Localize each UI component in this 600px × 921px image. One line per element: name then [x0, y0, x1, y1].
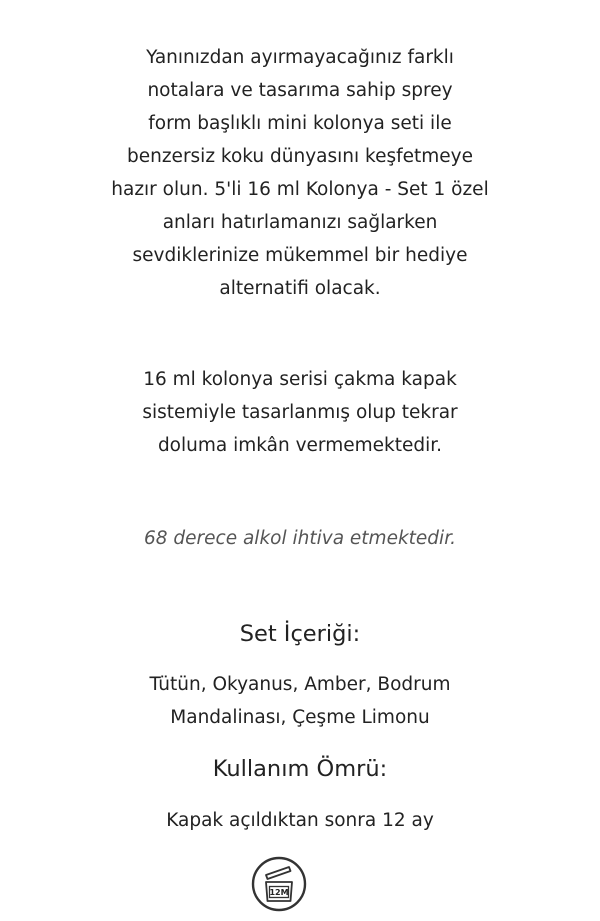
description-line: form başlıklı mini kolonya seti ile: [148, 113, 452, 134]
shelf-life-text-block: [0, 804, 600, 837]
alcohol-note-text: 68 derece alkol ihtiva etmektedir.: [144, 528, 456, 549]
set-contents-line: Mandalinası, Çeşme Limonu: [170, 707, 430, 728]
set-contents-list: [0, 668, 600, 734]
alcohol-note: [0, 522, 600, 555]
description-line: hazır olun. 5'li 16 ml Kolonya - Set 1 özel: [111, 179, 489, 200]
description-line: sevdiklerinize mükemmel bir hediye: [132, 245, 468, 266]
pao-label: 12M: [269, 888, 289, 898]
description-paragraph: [0, 41, 600, 305]
set-contents-line: Tütün, Okyanus, Amber, Bodrum: [149, 674, 451, 695]
set-contents-title: Set İçeriği:: [239, 621, 361, 647]
refill-note-line: doluma imkân vermemektedir.: [157, 435, 443, 456]
shelf-life-text: Kapak açıldıktan sonra 12 ay: [166, 810, 434, 831]
description-line: benzersiz koku dünyasını keşfetmeye: [127, 146, 473, 167]
refill-note-line: sistemiyle tasarlanmış olup tekrar: [142, 402, 458, 423]
description-line: alternatifi olacak.: [219, 278, 381, 299]
shelf-life-title: Kullanım Ömrü:: [212, 756, 388, 782]
description-line: notalara ve tasarıma sahip sprey: [147, 80, 453, 101]
refill-note-paragraph: [0, 363, 600, 462]
open-jar-12m-icon: [251, 856, 307, 912]
description-line: Yanınızdan ayırmayacağınız farklı: [146, 47, 454, 68]
refill-note-line: 16 ml kolonya serisi çakma kapak: [143, 369, 457, 390]
description-line: anları hatırlamanızı sağlarken: [162, 212, 438, 233]
